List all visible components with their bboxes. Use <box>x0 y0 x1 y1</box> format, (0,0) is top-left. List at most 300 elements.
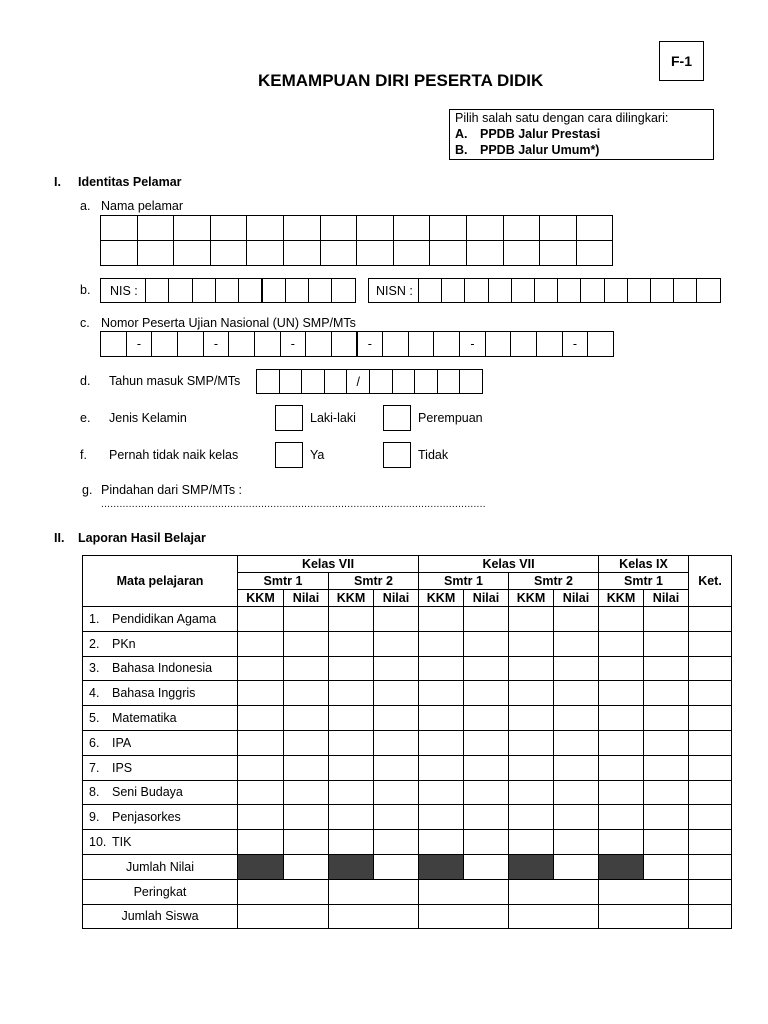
choice-option-b[interactable]: PPDB Jalur Umum*) <box>480 143 600 157</box>
name-char-cell[interactable] <box>137 240 175 266</box>
choice-option-a[interactable]: PPDB Jalur Prestasi <box>480 127 601 141</box>
grade-input-cell[interactable] <box>374 656 419 681</box>
semester-input-cell[interactable] <box>329 904 419 929</box>
nisn-label-text: NISN : <box>376 283 413 298</box>
subject-cell <box>83 730 238 755</box>
year-digit-cell[interactable] <box>437 369 461 394</box>
rank-label: Peringkat <box>83 879 238 904</box>
grade-header-2: Kelas VII <box>419 556 599 573</box>
grade-input-cell[interactable] <box>284 656 329 681</box>
nisn-digit-cell[interactable] <box>673 278 697 303</box>
ket-cell[interactable] <box>689 681 732 706</box>
grade-input-cell[interactable] <box>419 607 464 632</box>
grade-input-cell[interactable] <box>238 656 284 681</box>
year-digit-cell[interactable] <box>414 369 438 394</box>
grade-input-cell[interactable] <box>599 656 644 681</box>
subject-number: 5. <box>89 711 100 726</box>
grade-input-cell[interactable] <box>554 706 599 731</box>
semester-input-cell[interactable] <box>599 879 689 904</box>
grade-input-cell[interactable] <box>329 830 374 855</box>
grade-input-cell[interactable] <box>644 706 689 731</box>
grade-input-cell[interactable] <box>329 780 374 805</box>
grade-input-cell[interactable] <box>599 730 644 755</box>
subject-name: PKn <box>112 636 136 651</box>
grade-input-cell[interactable] <box>238 706 284 731</box>
un-digit-cell[interactable] <box>536 331 563 357</box>
grade-input-cell[interactable] <box>599 607 644 632</box>
section1-title: Identitas Pelamar <box>78 175 182 189</box>
choice-option-a-letter: A. <box>455 127 468 141</box>
subject-cell <box>83 681 238 706</box>
semester-input-cell[interactable] <box>238 879 329 904</box>
table-row <box>83 730 732 755</box>
year-digit-cell[interactable] <box>459 369 483 394</box>
rank-row <box>83 879 732 904</box>
grade-input-cell[interactable] <box>554 830 599 855</box>
grade-input-cell[interactable] <box>238 830 284 855</box>
grade-input-cell[interactable] <box>644 805 689 830</box>
grade-input-cell[interactable] <box>464 706 509 731</box>
nisn-digit-cell[interactable] <box>511 278 535 303</box>
subject-number: 7. <box>89 760 100 775</box>
grade-input-cell[interactable] <box>464 656 509 681</box>
name-char-cell[interactable] <box>356 240 394 266</box>
grade-input-cell[interactable] <box>599 780 644 805</box>
repeat-no-label: Tidak <box>418 448 449 462</box>
nis-label <box>100 278 146 303</box>
grade-input-cell[interactable] <box>284 730 329 755</box>
grade-input-cell[interactable] <box>464 830 509 855</box>
grade-input-cell[interactable] <box>644 631 689 656</box>
name-char-cell[interactable] <box>246 215 284 241</box>
semester-input-cell[interactable] <box>329 879 419 904</box>
name-label: Nama pelamar <box>101 199 183 213</box>
subject-number: 2. <box>89 636 100 651</box>
semester-input-cell[interactable] <box>599 904 689 929</box>
gender-female-label: Perempuan <box>418 411 483 425</box>
nis-digit-cell[interactable] <box>308 278 332 303</box>
grade-header-1: Kelas VII <box>238 556 419 573</box>
grade-input-cell[interactable] <box>599 830 644 855</box>
un-separator-cell: - <box>459 331 486 357</box>
grade-input-cell[interactable] <box>464 755 509 780</box>
subject-number: 9. <box>89 810 100 825</box>
grade-input-cell[interactable] <box>644 607 689 632</box>
grade-input-cell[interactable] <box>464 631 509 656</box>
ket-cell[interactable] <box>689 755 732 780</box>
nisn-digit-cell[interactable] <box>580 278 604 303</box>
grade-input-cell[interactable] <box>419 631 464 656</box>
nisn-digit-cell[interactable] <box>534 278 558 303</box>
year-digit-cell[interactable] <box>392 369 416 394</box>
un-digit-cell[interactable] <box>433 331 460 357</box>
table-row <box>83 755 732 780</box>
ket-cell[interactable] <box>689 904 732 929</box>
ket-cell[interactable] <box>689 879 732 904</box>
subject-name: Penjasorkes <box>112 810 181 825</box>
section1-number: I. <box>54 175 61 189</box>
un-separator-cell: - <box>280 331 307 357</box>
subject-number: 4. <box>89 686 100 701</box>
repeat-yes-label: Ya <box>310 448 325 462</box>
grade-input-cell[interactable] <box>374 681 419 706</box>
grade-input-cell[interactable] <box>599 755 644 780</box>
grade-input-cell[interactable] <box>419 681 464 706</box>
un-digit-cell[interactable] <box>228 331 255 357</box>
grade-input-cell[interactable] <box>419 656 464 681</box>
name-char-cell[interactable] <box>283 215 321 241</box>
un-digit-cell[interactable] <box>408 331 435 357</box>
name-char-cell[interactable] <box>100 215 138 241</box>
semester-input-cell[interactable] <box>419 904 509 929</box>
grade-input-cell[interactable] <box>644 730 689 755</box>
grade-input-cell[interactable] <box>419 730 464 755</box>
grade-input-cell[interactable] <box>509 607 554 632</box>
grade-input-cell[interactable] <box>374 607 419 632</box>
year-digit-cell[interactable] <box>279 369 303 394</box>
grade-input-cell[interactable] <box>284 706 329 731</box>
gender-male-checkbox[interactable] <box>275 405 303 431</box>
grade-input-cell[interactable] <box>509 780 554 805</box>
students-label: Jumlah Siswa <box>83 904 238 929</box>
repeat-label: Pernah tidak naik kelas <box>109 448 239 462</box>
ket-cell[interactable] <box>689 854 732 879</box>
transfer-label: Pindahan dari SMP/MTs : <box>101 483 243 497</box>
un-digit-cell[interactable] <box>100 331 127 357</box>
transfer-dotted-line[interactable]: ............................................................................................................................. <box>101 499 486 510</box>
un-digit-cell[interactable] <box>382 331 409 357</box>
grade-input-cell[interactable] <box>284 607 329 632</box>
grade-input-cell[interactable] <box>284 780 329 805</box>
ket-header: Ket. <box>689 556 732 607</box>
un-separator-cell: - <box>203 331 230 357</box>
nis-digit-cell[interactable] <box>168 278 192 303</box>
semester-input-cell[interactable] <box>419 879 509 904</box>
grade-input-cell[interactable] <box>419 805 464 830</box>
nisn-digit-cell[interactable] <box>418 278 442 303</box>
ket-cell[interactable] <box>689 656 732 681</box>
grade-input-cell[interactable] <box>329 631 374 656</box>
total-label: Jumlah Nilai <box>83 854 238 879</box>
grade-input-cell[interactable] <box>284 681 329 706</box>
kkm-header: KKM <box>599 590 644 607</box>
grade-input-cell[interactable] <box>464 607 509 632</box>
grade-input-cell[interactable] <box>374 755 419 780</box>
nis-digit-cell[interactable] <box>192 278 216 303</box>
grade-input-cell[interactable] <box>644 755 689 780</box>
grade-input-cell[interactable] <box>599 805 644 830</box>
subject-number: 1. <box>89 611 100 626</box>
grade-input-cell[interactable] <box>644 681 689 706</box>
ket-cell[interactable] <box>689 805 732 830</box>
subject-number: 10. <box>89 835 107 850</box>
nisn-digit-cell[interactable] <box>627 278 651 303</box>
grade-input-cell[interactable] <box>419 830 464 855</box>
ket-cell[interactable] <box>689 780 732 805</box>
grade-input-cell[interactable] <box>329 805 374 830</box>
total-input-cell[interactable] <box>464 854 509 879</box>
name-char-cell[interactable] <box>173 215 211 241</box>
name-char-cell[interactable] <box>356 215 394 241</box>
grade-input-cell[interactable] <box>599 631 644 656</box>
gender-male-label: Laki-laki <box>310 411 356 425</box>
repeat-letter: f. <box>80 448 87 462</box>
shaded-cell <box>509 854 554 879</box>
un-label: Nomor Peserta Ujian Nasional (UN) SMP/MTs <box>101 316 356 330</box>
semester-header: Smtr 2 <box>509 573 599 590</box>
subject-number: 3. <box>89 661 100 676</box>
subject-name: TIK <box>112 835 132 850</box>
shaded-cell <box>599 854 644 879</box>
nis-letter: b. <box>80 283 91 297</box>
nisn-digit-cell[interactable] <box>488 278 512 303</box>
grade-input-cell[interactable] <box>509 681 554 706</box>
table-row <box>83 706 732 731</box>
grade-input-cell[interactable] <box>374 730 419 755</box>
subject-name: IPS <box>112 760 133 775</box>
year-separator-cell: / <box>346 369 370 394</box>
name-char-cell[interactable] <box>576 240 614 266</box>
choice-instruction: Pilih salah satu dengan cara dilingkari: <box>455 111 669 125</box>
name-char-cell[interactable] <box>393 240 431 266</box>
grade-input-cell[interactable] <box>374 805 419 830</box>
year-digit-cell[interactable] <box>301 369 325 394</box>
grade-input-cell[interactable] <box>238 607 284 632</box>
grade-input-cell[interactable] <box>554 681 599 706</box>
un-digit-cell[interactable] <box>587 331 614 357</box>
grade-input-cell[interactable] <box>329 656 374 681</box>
grade-input-cell[interactable] <box>509 830 554 855</box>
nisn-digit-cell[interactable] <box>604 278 628 303</box>
gender-female-checkbox[interactable] <box>383 405 411 431</box>
grade-input-cell[interactable] <box>419 706 464 731</box>
grade-input-cell[interactable] <box>464 805 509 830</box>
name-char-cell[interactable] <box>576 215 614 241</box>
nis-digit-cell[interactable] <box>262 278 286 303</box>
grade-input-cell[interactable] <box>554 631 599 656</box>
nis-digit-cell[interactable] <box>285 278 309 303</box>
name-char-cell[interactable] <box>393 215 431 241</box>
grade-input-cell[interactable] <box>238 730 284 755</box>
nis-digit-cell[interactable] <box>331 278 355 303</box>
grade-input-cell[interactable] <box>509 805 554 830</box>
subject-cell <box>83 631 238 656</box>
grade-input-cell[interactable] <box>554 755 599 780</box>
grade-input-cell[interactable] <box>374 830 419 855</box>
nisn-digit-cell[interactable] <box>696 278 720 303</box>
year-letter: d. <box>80 374 91 388</box>
grade-input-cell[interactable] <box>599 681 644 706</box>
grade-input-cell[interactable] <box>238 805 284 830</box>
name-letter: a. <box>80 199 91 213</box>
year-label: Tahun masuk SMP/MTs <box>109 374 241 388</box>
nisn-digit-cell[interactable] <box>650 278 674 303</box>
total-input-cell[interactable] <box>284 854 329 879</box>
grade-input-cell[interactable] <box>238 780 284 805</box>
grade-input-cell[interactable] <box>284 830 329 855</box>
nilai-header: Nilai <box>284 590 329 607</box>
nisn-label <box>368 278 419 303</box>
section2-number: II. <box>54 531 65 545</box>
name-char-cell[interactable] <box>539 215 577 241</box>
subject-number: 8. <box>89 785 100 800</box>
grade-input-cell[interactable] <box>554 780 599 805</box>
grade-input-cell[interactable] <box>329 607 374 632</box>
ket-cell[interactable] <box>689 631 732 656</box>
subject-cell <box>83 830 238 855</box>
shaded-cell <box>419 854 464 879</box>
un-digit-cell[interactable] <box>510 331 537 357</box>
choice-box <box>449 109 714 160</box>
gender-letter: e. <box>80 411 91 425</box>
name-char-cell[interactable] <box>210 215 248 241</box>
subject-name: IPA <box>112 735 132 750</box>
un-digit-cell[interactable] <box>151 331 178 357</box>
grade-input-cell[interactable] <box>464 681 509 706</box>
total-input-cell[interactable] <box>374 854 419 879</box>
subject-name: Seni Budaya <box>112 785 183 800</box>
name-char-cell[interactable] <box>100 240 138 266</box>
students-row <box>83 904 732 929</box>
name-char-cell[interactable] <box>246 240 284 266</box>
nis-label-text: NIS : <box>110 283 138 298</box>
nilai-header: Nilai <box>464 590 509 607</box>
grade-input-cell[interactable] <box>554 805 599 830</box>
grade-input-cell[interactable] <box>419 780 464 805</box>
name-char-cell[interactable] <box>503 240 541 266</box>
subject-header: Mata pelajaran <box>83 556 238 607</box>
grade-input-cell[interactable] <box>554 607 599 632</box>
nis-digit-cell[interactable] <box>238 278 262 303</box>
choice-option-b-letter: B. <box>455 143 468 157</box>
subject-name: Matematika <box>112 711 177 726</box>
grade-input-cell[interactable] <box>329 681 374 706</box>
year-digit-cell[interactable] <box>256 369 280 394</box>
grade-input-cell[interactable] <box>374 631 419 656</box>
grade-input-cell[interactable] <box>509 631 554 656</box>
semester-header: Smtr 1 <box>238 573 329 590</box>
ket-cell[interactable] <box>689 830 732 855</box>
grade-input-cell[interactable] <box>509 706 554 731</box>
un-separator-cell: - <box>562 331 589 357</box>
name-char-cell[interactable] <box>466 215 504 241</box>
grade-input-cell[interactable] <box>554 730 599 755</box>
grade-header-3: Kelas IX <box>599 556 689 573</box>
semester-input-cell[interactable] <box>509 879 599 904</box>
subject-cell <box>83 780 238 805</box>
un-digit-cell[interactable] <box>331 331 358 357</box>
grade-input-cell[interactable] <box>509 755 554 780</box>
grade-input-cell[interactable] <box>329 706 374 731</box>
nisn-digit-cell[interactable] <box>464 278 488 303</box>
table-row <box>83 830 732 855</box>
grade-input-cell[interactable] <box>238 755 284 780</box>
gender-label: Jenis Kelamin <box>109 411 187 425</box>
name-char-cell[interactable] <box>137 215 175 241</box>
grade-input-cell[interactable] <box>238 631 284 656</box>
grade-input-cell[interactable] <box>419 755 464 780</box>
table-row <box>83 607 732 632</box>
kkm-header: KKM <box>238 590 284 607</box>
un-digit-cell[interactable] <box>485 331 512 357</box>
un-digit-cell[interactable] <box>254 331 281 357</box>
subject-name: Bahasa Indonesia <box>112 661 213 676</box>
repeat-no-checkbox[interactable] <box>383 442 411 468</box>
grade-input-cell[interactable] <box>329 730 374 755</box>
grade-input-cell[interactable] <box>509 730 554 755</box>
name-char-cell[interactable] <box>320 240 358 266</box>
name-char-cell[interactable] <box>320 215 358 241</box>
grade-input-cell[interactable] <box>644 656 689 681</box>
table-row <box>83 805 732 830</box>
grade-input-cell[interactable] <box>284 631 329 656</box>
grade-input-cell[interactable] <box>284 805 329 830</box>
name-char-cell[interactable] <box>539 240 577 266</box>
kkm-header: KKM <box>509 590 554 607</box>
subject-name: Bahasa Inggris <box>112 686 196 701</box>
name-char-cell[interactable] <box>283 240 321 266</box>
un-digit-cell[interactable] <box>177 331 204 357</box>
semester-header: Smtr 2 <box>329 573 419 590</box>
subject-cell <box>83 805 238 830</box>
nilai-header: Nilai <box>644 590 689 607</box>
nisn-digit-cell[interactable] <box>557 278 581 303</box>
un-letter: c. <box>80 316 90 330</box>
grade-input-cell[interactable] <box>644 780 689 805</box>
semester-input-cell[interactable] <box>509 904 599 929</box>
form-code: F-1 <box>659 41 704 81</box>
semester-input-cell[interactable] <box>238 904 329 929</box>
semester-header: Smtr 1 <box>419 573 509 590</box>
total-input-cell[interactable] <box>554 854 599 879</box>
grade-input-cell[interactable] <box>644 830 689 855</box>
name-char-cell[interactable] <box>210 240 248 266</box>
grade-input-cell[interactable] <box>509 656 554 681</box>
name-char-cell[interactable] <box>429 215 467 241</box>
name-char-cell[interactable] <box>173 240 211 266</box>
grade-input-cell[interactable] <box>464 780 509 805</box>
grade-input-cell[interactable] <box>599 706 644 731</box>
subject-name: Pendidikan Agama <box>112 611 217 626</box>
subject-cell <box>83 607 238 632</box>
name-char-cell[interactable] <box>503 215 541 241</box>
grade-input-cell[interactable] <box>329 755 374 780</box>
nis-digit-cell[interactable] <box>215 278 239 303</box>
ket-cell[interactable] <box>689 607 732 632</box>
grade-input-cell[interactable] <box>374 706 419 731</box>
name-char-cell[interactable] <box>429 240 467 266</box>
name-char-cell[interactable] <box>466 240 504 266</box>
year-digit-cell[interactable] <box>324 369 348 394</box>
repeat-yes-checkbox[interactable] <box>275 442 303 468</box>
grade-input-cell[interactable] <box>238 681 284 706</box>
ket-cell[interactable] <box>689 706 732 731</box>
year-digit-cell[interactable] <box>369 369 393 394</box>
ket-cell[interactable] <box>689 730 732 755</box>
un-digit-cell[interactable] <box>305 331 332 357</box>
un-separator-cell: - <box>357 331 384 357</box>
grade-input-cell[interactable] <box>554 656 599 681</box>
nilai-header: Nilai <box>554 590 599 607</box>
nilai-header: Nilai <box>374 590 419 607</box>
nisn-digit-cell[interactable] <box>441 278 465 303</box>
grade-input-cell[interactable] <box>464 730 509 755</box>
total-input-cell[interactable] <box>644 854 689 879</box>
nis-digit-cell[interactable] <box>145 278 169 303</box>
transfer-letter: g. <box>82 483 93 497</box>
grade-input-cell[interactable] <box>374 780 419 805</box>
grade-input-cell[interactable] <box>284 755 329 780</box>
